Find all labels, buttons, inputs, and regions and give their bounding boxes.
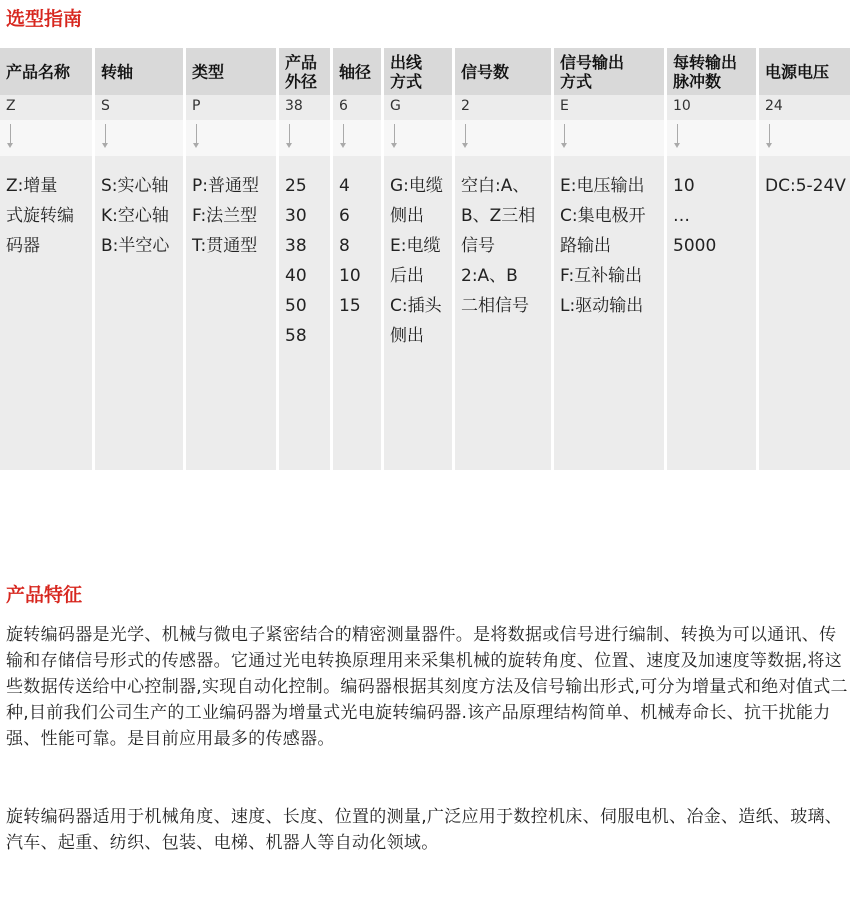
example-code: G — [390, 98, 401, 114]
column-options: E:电压输出 C:集电极开 路输出 F:互补输出 L:驱动输出 — [560, 176, 646, 316]
column-options: S:实心轴 K:空心轴 B:半空心 — [101, 176, 170, 256]
column-options: 4 6 8 10 15 — [339, 176, 361, 316]
down-arrow-icon — [564, 124, 565, 146]
column-options: 25 30 38 40 50 58 — [285, 176, 307, 346]
column-signal-count — [455, 48, 551, 470]
features-paragraph: 旋转编码器适用于机械角度、速度、长度、位置的测量,广泛应用于数控机床、伺服电机、冶金、造纸、玻璃、汽车、起重、纺织、包装、电梯、机器人等自动化领域。 — [6, 807, 843, 853]
down-arrow-icon — [289, 124, 290, 146]
column-header: 类型 — [186, 48, 276, 95]
column-product-name — [0, 48, 92, 470]
column-options: Z:增量 式旋转编 码器 — [6, 176, 74, 256]
column-options: P:普通型 F:法兰型 T:贯通型 — [192, 176, 259, 256]
column-pulses-per-revolution — [667, 48, 756, 470]
features-title: 产品特征 — [6, 584, 83, 606]
down-arrow-icon — [394, 124, 395, 146]
column-outlet-mode — [384, 48, 452, 470]
down-arrow-icon — [769, 124, 770, 146]
example-code: E — [560, 98, 569, 114]
example-code: 10 — [673, 98, 691, 114]
down-arrow-icon — [343, 124, 344, 146]
example-code: 38 — [285, 98, 303, 114]
column-header: 信号数 — [455, 48, 551, 95]
column-shaft — [95, 48, 183, 470]
example-code: 2 — [461, 98, 470, 114]
down-arrow-icon — [465, 124, 466, 146]
column-options: 10 … 5000 — [673, 176, 717, 256]
column-header: 每转输出 脉冲数 — [667, 48, 756, 95]
features-paragraph: 旋转编码器是光学、机械与微电子紧密结合的精密测量器件。是将数据或信号进行编制、转换为可以通讯、传输和存储信号形式的传感器。它通过光电转换原理用来采集机械的旋转角度、位置、速度及加速度等数据,将这些数据传送给中心控制器,实现自动化控制。编码器根据其刻度方法及信号输出形式,可分为增量式和绝对值式二种,目前我们公司生产的工业编码器为增量式光电旋转编码器.该产品原理结构简单、机械寿命长、抗干扰能力强、性能可靠。是目前应用最多的传感器。 — [6, 625, 848, 749]
column-supply-voltage — [759, 48, 850, 470]
column-options: DC:5-24V — [765, 176, 846, 196]
column-options: G:电缆 侧出 E:电缆 后出 C:插头 侧出 — [390, 176, 443, 346]
example-code: 6 — [339, 98, 348, 114]
column-header: 产品 外径 — [279, 48, 330, 95]
example-code: P — [192, 98, 201, 114]
down-arrow-icon — [196, 124, 197, 146]
column-header: 转轴 — [95, 48, 183, 95]
down-arrow-icon — [105, 124, 106, 146]
column-header: 产品名称 — [0, 48, 92, 95]
down-arrow-icon — [677, 124, 678, 146]
column-type — [186, 48, 276, 470]
column-header: 出线 方式 — [384, 48, 452, 95]
column-header: 电源电压 — [759, 48, 850, 95]
column-signal-output — [554, 48, 664, 470]
example-code: 24 — [765, 98, 783, 114]
column-header: 信号输出 方式 — [554, 48, 664, 95]
down-arrow-icon — [10, 124, 11, 146]
column-outer-diameter — [279, 48, 330, 470]
example-code: Z — [6, 98, 16, 114]
column-header: 轴径 — [333, 48, 381, 95]
column-options: 空白:A、 B、Z三相 信号 2:A、B 二相信号 — [461, 176, 536, 316]
selection-guide-table — [0, 48, 850, 470]
column-shaft-diameter — [333, 48, 381, 470]
selection-guide-title: 选型指南 — [6, 8, 83, 30]
example-code: S — [101, 98, 110, 114]
